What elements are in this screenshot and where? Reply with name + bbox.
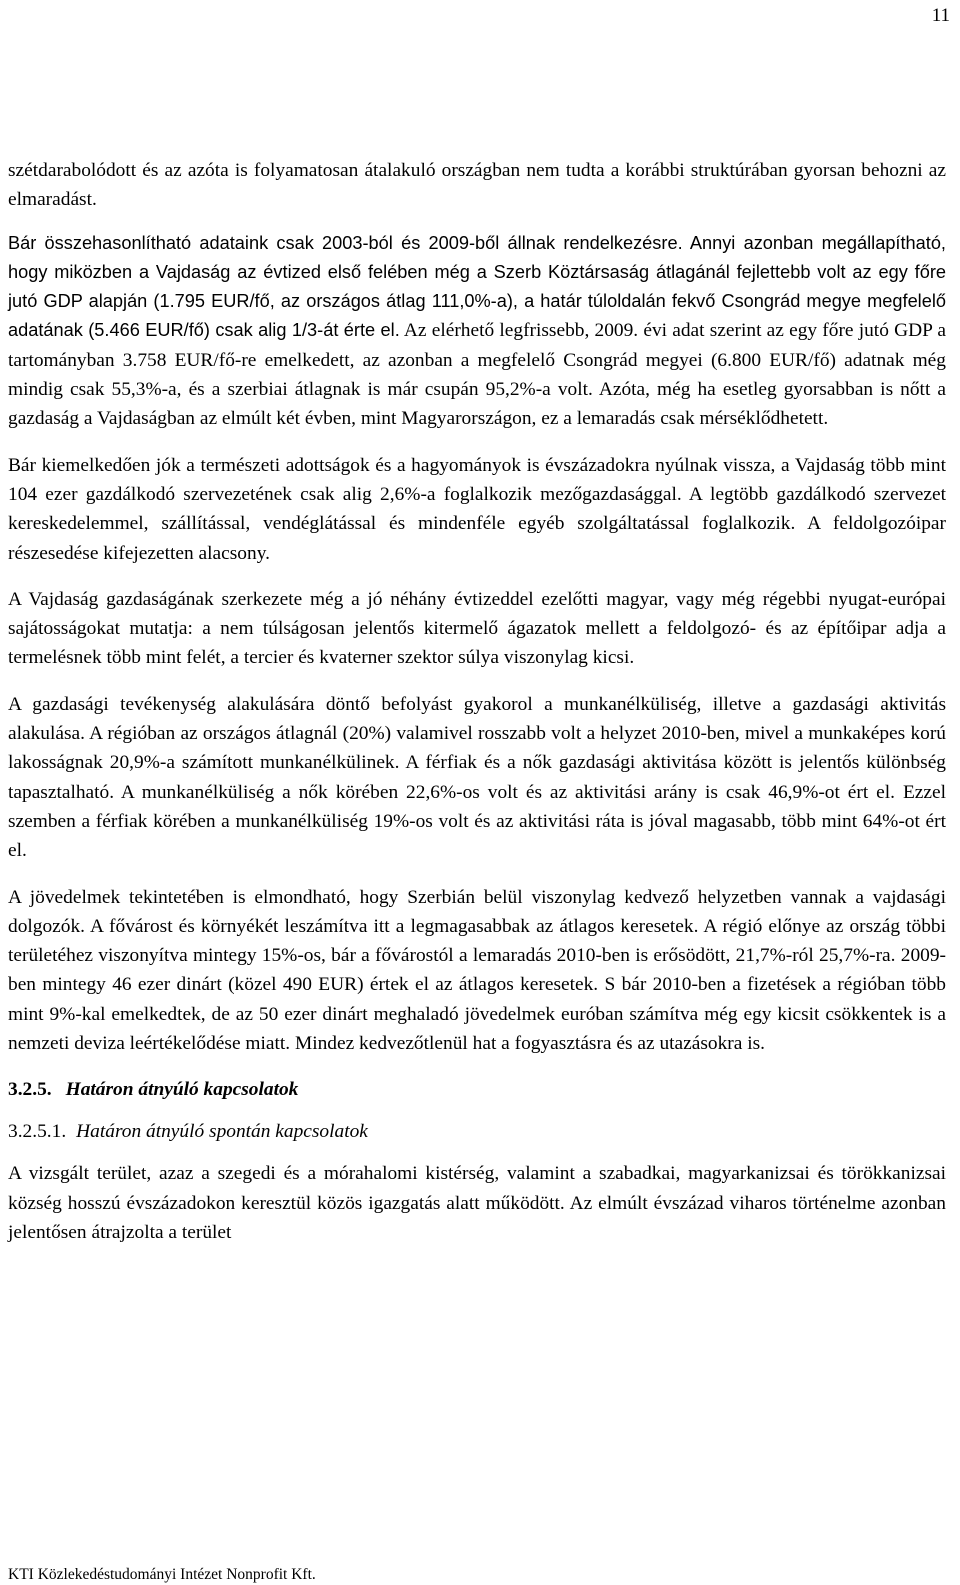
page-footer: KTI Közlekedéstudományi Intézet Nonprofit Kft. bbox=[8, 1566, 316, 1583]
paragraph-unemployment: A gazdasági tevékenység alakulására döntő befolyást gyakorol a munkanélküliség, illetve a gazdasági aktivitás alakulása. A régióban az országos átlagnál (20%) valamivel rosszabb volt a helyzet 2010-ben, mivel a munkaképes korú lakosságnak 20,9%-a számított munkanélkülinek. A férfiak és a nők gazdasági aktivitása között is jelentős különbség tapasztalható. A munkanélküliség a nők körében 22,6%-os volt és az aktivitási arány is csak 46,9%-ot ért el. Ezzel szemben a férfiak körében a munkanélküliség 19%-os volt és az aktivitási ráta is jóval magasabb, több mint 64%-ot ért el. bbox=[8, 693, 946, 862]
section-heading-3-2-5 bbox=[8, 1075, 946, 1104]
paragraph-natural-resources: Bár kiemelkedően jók a természeti adottságok és a hagyományok is évszázadokra nyúlnak vissza, a Vajdaság több mint 104 ezer gazdálkodó szervezetének csak alig 2,6%-a foglalkozik mezőgazdasággal. A legtöbb gazdálkodó szervezet kereskedelemmel, szállítással, vendéglátással és mindenféle egyéb szolgáltatással foglalkozik. A feldolgozóipar részesedése kifejezetten alacsony. bbox=[8, 454, 946, 564]
subsection-number: 3.2.5.1. bbox=[8, 1121, 67, 1143]
paragraph-economic-structure: A Vajdaság gazdaságának szerkezete még a jó néhány évtizeddel ezelőtti magyar, vagy még régebbi nyugat-európai sajátosságokat mutatja: a nem túlságosan jelentős kitermelő ágazatok mellett a feldolgozó- és az építőipar adja a termelésnek több mint felét, a tercier és kvaterner szektor súlya viszonylag kicsi. bbox=[8, 588, 946, 669]
subsection-title: Határon átnyúló spontán kapcsolatok bbox=[76, 1121, 368, 1143]
paragraph-income: A jövedelmek tekintetében is elmondható, hogy Szerbián belül viszonylag kedvező helyzetben vannak a vajdasági dolgozók. A fővárost és környékét leszámítva itt a legmagasabbak az átlagos keresetek. A régió előnye az ország többi területéhez viszonyítva mintegy 15%-os, bár a fővárostól a lemaradás 2010-ben is erősödött, 21,7%-ról 25,7%-ra. 2009-ben mintegy 46 ezer dinárt (közel 490 EUR) értek el az átlagos keresetek. S bár 2010-ben a fizetések a régióban több mint 9%-kal emelkedtek, de az 50 ezer dinárt meghaladó jövedelmek euróban számítva még egy kicsit csökkentek is a nemzeti deviza leértékelődése miatt. Mindez kedvezőtlenül hat a fogyasztásra és az utazásokra is. bbox=[8, 886, 946, 1055]
section-title: Határon átnyúló kapcsolatok bbox=[65, 1079, 299, 1101]
section-number: 3.2.5. bbox=[8, 1079, 52, 1101]
paragraph-gdp-serif-part: Az elérhető legfrissebb, 2009. évi adat szerint az egy főre jutó GDP a tartományban 3.758 EUR/fő-re emelkedett, az azonban a megfelelő Csongrád megyei (6.800 EUR/fő) adatnak még mindig csak 55,3%-a, és a szerbiai átlagnak is már csupán 95,2%-a volt. Azóta, még ha esetleg gyorsabban is nőtt a gazdaság a Vajdaságban az elmúlt két évben, mint Magyarországon, ez a lemaradás csak mérséklődhetett. bbox=[8, 320, 946, 430]
page-number: 11 bbox=[931, 5, 950, 26]
paragraph-intro-continuation: szétdarabolódott és az azóta is folyamatosan átalakuló országban nem tudta a korábbi struktúrában gyorsan behozni az elmaradást. bbox=[8, 160, 946, 211]
paragraph-gdp-comparison bbox=[8, 229, 946, 434]
document-body bbox=[8, 156, 946, 1247]
paragraph-study-area: A vizsgált terület, azaz a szegedi és a mórahalomi kistérség, valamint a szabadkai, magyarkanizsai és törökkanizsai község hosszú évszázadokon keresztül közös igazgatás alatt működött. Az elmúlt évszázad viharos történelme azonban jelentősen átrajzolta a terület bbox=[8, 1163, 946, 1243]
subsection-heading-3-2-5-1 bbox=[8, 1117, 946, 1146]
paragraph-gdp-sans-part: Bár összehasonlítható adataink csak 2003-ból és 2009-ből állnak rendelkezésre. Annyi azonban megállapítható, hogy miközben a Vajdaság az évtized első felében még a Szerb Köztársaság átlagánál fejlettebb volt az egy főre jutó GDP alapján (1.795 EUR/fő, az országos átlag 111,0%-a), a határ túloldalán fekvő Csongrád megye megfelelő adatának (5.466 EUR/fő) csak alig 1/3-át érte el. bbox=[8, 232, 946, 341]
